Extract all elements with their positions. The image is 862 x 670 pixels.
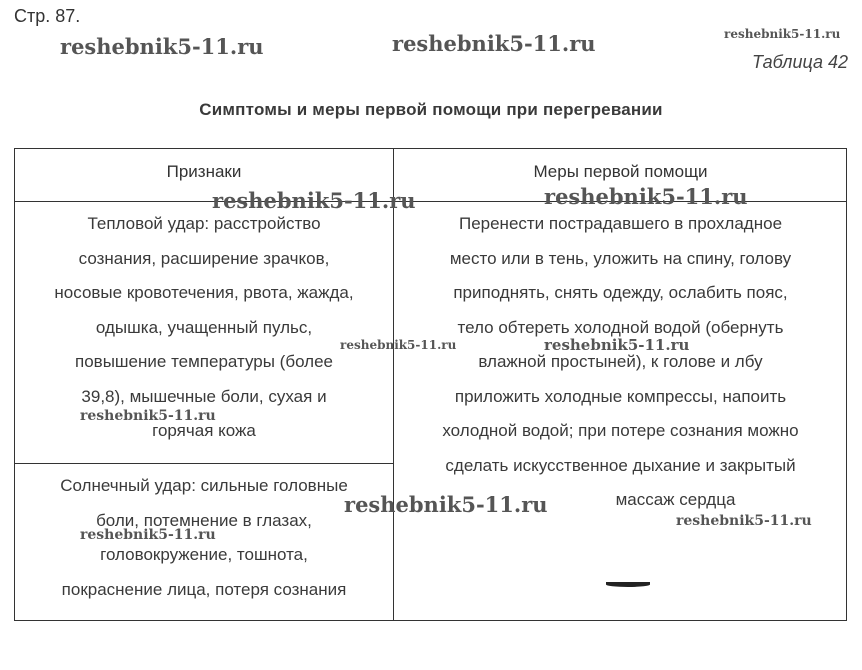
cell-line: сознания, расширение зрачков, <box>78 248 330 268</box>
table-number: Таблица 42 <box>751 52 848 72</box>
ink-mark <box>606 582 650 587</box>
cell-line: головокружение, тошнота, <box>100 545 308 564</box>
cell-line: Тепловой удар: расстройство <box>87 214 321 233</box>
cell-line: влажной простыней), к голове и лбу <box>478 352 763 371</box>
cell-line: носовые кровотечения, рвота, жажда, <box>54 283 354 302</box>
cell-line: приложить холодные компрессы, напоить <box>454 386 787 406</box>
cell-line: повышение температуры (более <box>75 352 333 371</box>
row-divider <box>14 463 394 464</box>
watermark: reshebnik5-11.ru <box>60 34 264 59</box>
cell-line: одышка, учащенный пульс, <box>95 317 313 337</box>
watermark: reshebnik5-11.ru <box>80 527 216 543</box>
cell-line: тело обтереть холодной водой (обернуть <box>457 317 784 337</box>
cell-first-aid <box>394 207 847 518</box>
watermark: reshebnik5-11.ru <box>80 408 216 424</box>
cell-line: место или в тень, уложить на спину, голову <box>449 248 792 268</box>
watermark: reshebnik5-11.ru <box>544 336 690 354</box>
cell-line: боли, потемнение в глазах, <box>96 510 312 530</box>
watermark: reshebnik5-11.ru <box>676 513 812 529</box>
watermark: reshebnik5-11.ru <box>344 492 548 517</box>
watermark: reshebnik5-11.ru <box>340 338 457 352</box>
cell-line: сделать искусственное дыхание и закрытый <box>445 455 796 475</box>
watermark: reshebnik5-11.ru <box>392 31 596 56</box>
cell-line: холодной водой; при потере сознания можно <box>442 421 799 440</box>
cell-line: Солнечный удар: сильные головные <box>60 476 348 495</box>
header-signs: Признаки <box>166 162 242 181</box>
cell-line: приподнять, снять одежду, ослабить пояс, <box>453 283 788 302</box>
cell-line: 39,8), мышечные боли, сухая и <box>81 386 327 406</box>
watermark: reshebnik5-11.ru <box>212 188 416 213</box>
cell-line: массаж сердца <box>615 490 736 509</box>
cell-line: горячая кожа <box>152 421 256 440</box>
header-first-aid: Меры первой помощи <box>533 162 708 181</box>
watermark: reshebnik5-11.ru <box>544 184 748 209</box>
page-number: Стр. 87. <box>14 6 81 26</box>
table-title: Симптомы и меры первой помощи при перегревании <box>199 100 663 119</box>
cell-line: Перенести пострадавшего в прохладное <box>458 214 783 233</box>
watermark: reshebnik5-11.ru <box>724 27 841 41</box>
cell-line: покраснение лица, потеря сознания <box>61 579 347 599</box>
